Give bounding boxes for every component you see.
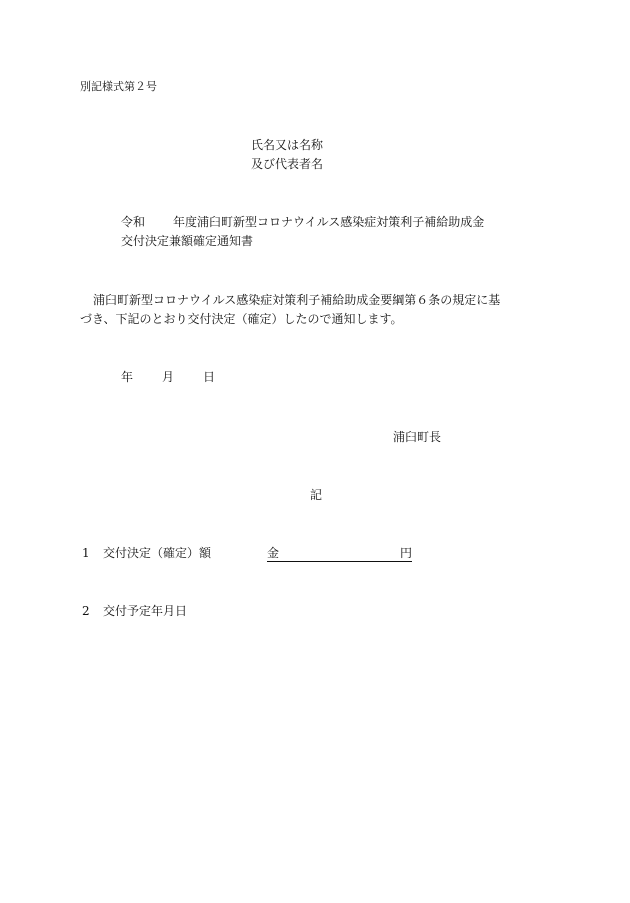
- issue-date: [121, 369, 215, 385]
- list-item: [82, 545, 412, 562]
- recipient-name-label: 氏名又は名称: [251, 138, 324, 152]
- amount-field: [267, 546, 412, 562]
- body-text-line1: 浦臼町新型コロナウイルス感染症対策利子補給助成金要綱第６条の規定に基: [93, 293, 501, 307]
- date-year-label: 年: [121, 370, 134, 384]
- item-number: 1: [82, 546, 90, 560]
- notice-title-text: 年度浦臼町新型コロナウイルス感染症対策利子補給助成金: [173, 215, 485, 229]
- body-text-line2: づき、下記のとおり交付決定（確定）したので通知します。: [80, 312, 403, 326]
- recipient-representative-label: 及び代表者名: [251, 157, 324, 171]
- list-item: [82, 603, 187, 619]
- era-label: 令和: [121, 215, 146, 229]
- notice-title-line2: 交付決定兼額確定通知書: [121, 234, 254, 248]
- item-label: 交付予定年月日: [103, 604, 188, 618]
- notice-title-line1: [121, 214, 484, 230]
- amount-prefix: 金: [267, 546, 280, 560]
- item-number: 2: [82, 604, 90, 618]
- form-number: 別記様式第２号: [80, 80, 157, 93]
- ki-heading: 記: [310, 488, 323, 502]
- date-month-label: 月: [162, 370, 175, 384]
- issuer-name: 浦臼町長: [393, 430, 442, 444]
- amount-suffix: 円: [399, 546, 412, 560]
- item-label: 交付決定（確定）額: [103, 546, 212, 560]
- date-day-label: 日: [203, 370, 216, 384]
